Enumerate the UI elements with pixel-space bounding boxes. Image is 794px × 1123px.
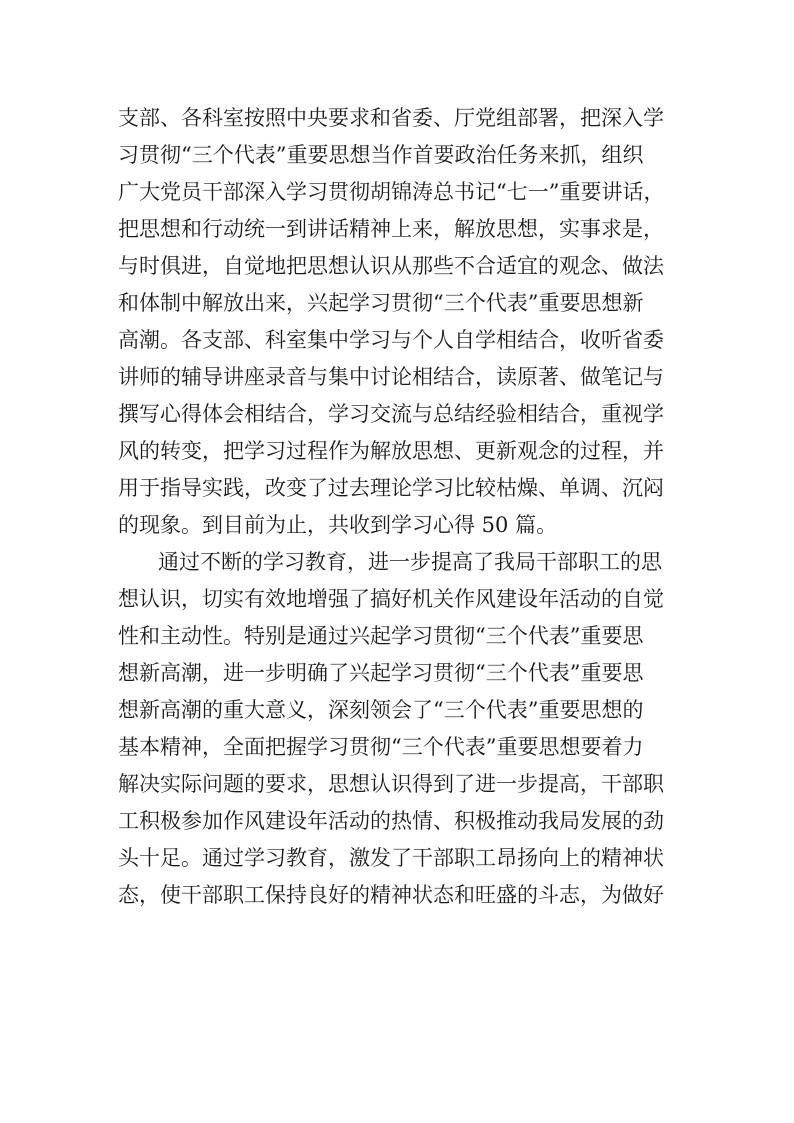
text-line: 讲师的辅导讲座录音与集中讨论相结合，读原著、做笔记与 xyxy=(118,365,664,389)
text-line: 与时俱进，自觉地把思想认识从那些不合适宜的观念、做法 xyxy=(118,254,664,278)
text-line: 高潮。各支部、科室集中学习与个人自学相结合，收听省委 xyxy=(118,328,664,352)
text-line: 头十足。通过学习教育，激发了干部职工昂扬向上的精神状 xyxy=(118,846,664,870)
text-line: 撰写心得体会相结合，学习交流与总结经验相结合，重视学 xyxy=(118,402,664,426)
text-line-first-indented: 通过不断的学习教育，进一步提高了我局干部职工的思 xyxy=(158,550,662,574)
text-line: 性和主动性。特别是通过兴起学习贯彻“三个代表”重要思 xyxy=(118,624,644,648)
text-line: 习贯彻“三个代表”重要思想当作首要政治任务来抓，组织 xyxy=(118,143,644,167)
text-line: 把思想和行动统一到讲话精神上来，解放思想，实事求是， xyxy=(118,217,664,241)
text-line: 支部、各科室按照中央要求和省委、厅党组部署，把深入学 xyxy=(118,106,664,130)
text-line: 态，使干部职工保持良好的精神状态和旺盛的斗志，为做好 xyxy=(118,883,664,907)
text-line: 基本精神，全面把握学习贯彻“三个代表”重要思想要着力 xyxy=(118,735,644,759)
paragraph-2 xyxy=(118,544,688,914)
text-line: 想新高潮的重大意义，深刻领会了“三个代表”重要思想的 xyxy=(118,698,644,722)
text-line: 用于指导实践，改变了过去理论学习比较枯燥、单调、沉闷 xyxy=(118,476,664,500)
text-line: 和体制中解放出来，兴起学习贯彻“三个代表”重要思想新 xyxy=(118,291,644,315)
paragraph-1 xyxy=(118,100,688,544)
text-line: 风的转变，把学习过程作为解放思想、更新观念的过程，并 xyxy=(118,439,664,463)
text-line: 解决实际问题的要求，思想认识得到了进一步提高，干部职 xyxy=(118,772,664,796)
text-line: 想新高潮，进一步明确了兴起学习贯彻“三个代表”重要思 xyxy=(118,661,644,685)
text-line: 想认识，切实有效地增强了搞好机关作风建设年活动的自觉 xyxy=(118,587,664,611)
text-line: 的现象。到目前为止，共收到学习心得 50 篇。 xyxy=(118,513,558,537)
body-text xyxy=(118,100,688,914)
text-line: 广大党员干部深入学习贯彻胡锦涛总书记“七一”重要讲话， xyxy=(118,180,665,204)
text-line: 工积极参加作风建设年活动的热情、积极推动我局发展的劲 xyxy=(118,809,664,833)
